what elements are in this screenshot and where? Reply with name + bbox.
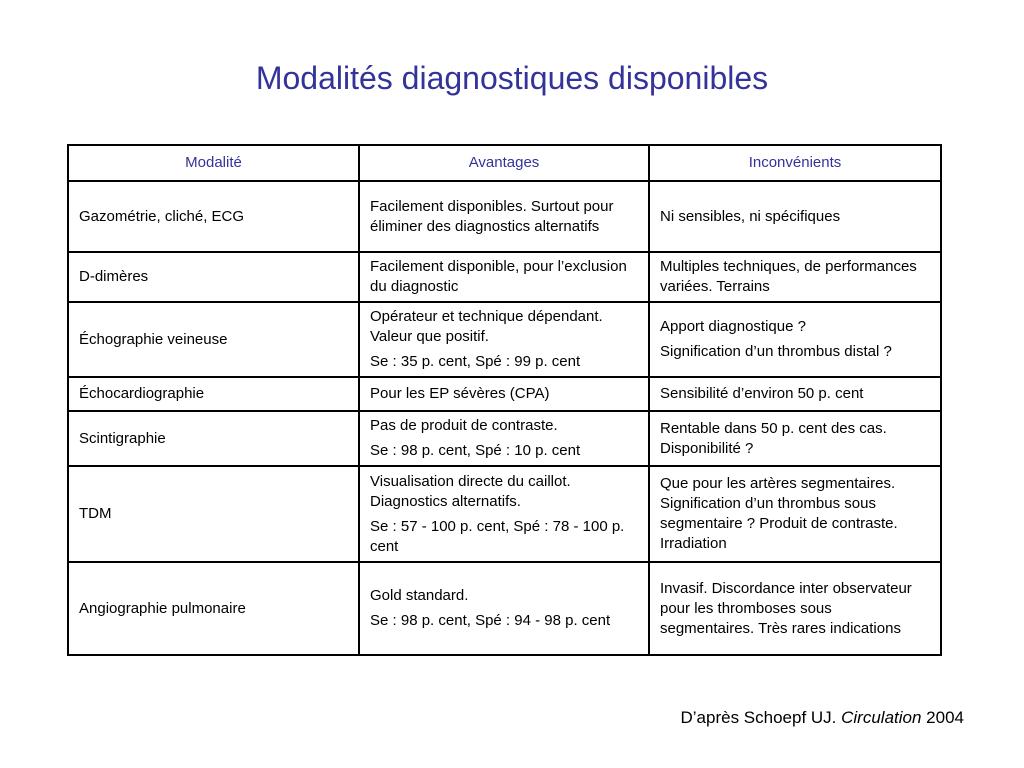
cell-inconvenients bbox=[649, 411, 941, 466]
header-inconvenients: Inconvénients bbox=[649, 145, 941, 181]
cell-text: Gold standard. bbox=[370, 587, 469, 604]
cell-inconvenients bbox=[649, 562, 941, 655]
cell-text: Opérateur et technique dépendant. Valeur que positif. bbox=[370, 308, 603, 345]
cell-modalite: TDM bbox=[68, 466, 359, 562]
header-modalite: Modalité bbox=[68, 145, 359, 181]
cell-modalite: Scintigraphie bbox=[68, 411, 359, 466]
cell-text: Signification d’un thrombus distal ? bbox=[660, 343, 892, 360]
cell-modalite: Échographie veineuse bbox=[68, 302, 359, 377]
table-row bbox=[68, 562, 941, 655]
cell-text: Facilement disponibles. Surtout pour éliminer des diagnostics alternatifs bbox=[370, 197, 614, 235]
cell-text: Ni sensibles, ni spécifiques bbox=[660, 207, 841, 225]
cell-text: Se : 35 p. cent, Spé : 99 p. cent bbox=[370, 353, 581, 370]
cell-inconvenients bbox=[649, 466, 941, 562]
cell-avantages bbox=[359, 302, 649, 377]
table-row bbox=[68, 411, 941, 466]
cell-inconvenients bbox=[649, 181, 941, 252]
cell-text: Visualisation directe du caillot. Diagnostics alternatifs. bbox=[370, 472, 571, 510]
cell-modalite: Échocardiographie bbox=[68, 377, 359, 411]
cell-text: Se : 98 p. cent, Spé : 10 p. cent bbox=[370, 442, 581, 459]
cell-avantages bbox=[359, 377, 649, 411]
table-header-row bbox=[68, 145, 941, 181]
cell-text: Multiples techniques, de performances variées. Terrains bbox=[660, 258, 917, 295]
citation-journal: Circulation bbox=[841, 708, 922, 727]
cell-inconvenients bbox=[649, 302, 941, 377]
cell-inconvenients bbox=[649, 377, 941, 411]
cell-text: Que pour les artères segmentaires. Signification d’un thrombus sous segmentaire ? Produit de contraste. Irradiation bbox=[660, 475, 898, 552]
cell-text: Invasif. Discordance inter observateur pour les thromboses sous segmentaires. Très rares indications bbox=[660, 579, 912, 637]
cell-avantages bbox=[359, 411, 649, 466]
cell-modalite: Gazométrie, cliché, ECG bbox=[68, 181, 359, 252]
table-row bbox=[68, 181, 941, 252]
cell-modalite: Angiographie pulmonaire bbox=[68, 562, 359, 655]
cell-avantages bbox=[359, 466, 649, 562]
cell-inconvenients bbox=[649, 252, 941, 302]
cell-avantages bbox=[359, 562, 649, 655]
cell-text: Pour les EP sévères (CPA) bbox=[370, 385, 550, 402]
table-row bbox=[68, 466, 941, 562]
comparison-table bbox=[67, 144, 942, 656]
slide-title: Modalités diagnostiques disponibles bbox=[255, 60, 769, 96]
header-avantages: Avantages bbox=[359, 145, 649, 181]
citation-year: 2004 bbox=[926, 708, 964, 727]
cell-text: Apport diagnostique ? bbox=[660, 318, 806, 335]
cell-text: Se : 98 p. cent, Spé : 94 - 98 p. cent bbox=[370, 612, 611, 629]
cell-text: Rentable dans 50 p. cent des cas. Disponibilité ? bbox=[660, 419, 887, 457]
table-row bbox=[68, 252, 941, 302]
cell-text: Facilement disponible, pour l’exclusion du diagnostic bbox=[370, 258, 627, 295]
cell-avantages bbox=[359, 252, 649, 302]
cell-text: Sensibilité d’environ 50 p. cent bbox=[660, 385, 864, 402]
cell-modalite: D-dimères bbox=[68, 252, 359, 302]
cell-text: Pas de produit de contraste. bbox=[370, 417, 558, 434]
cell-avantages bbox=[359, 181, 649, 252]
cell-text: Se : 57 - 100 p. cent, Spé : 78 - 100 p. cent bbox=[370, 517, 625, 555]
source-citation bbox=[680, 707, 964, 729]
citation-author: D’après Schoepf UJ. bbox=[680, 708, 837, 727]
table-row bbox=[68, 377, 941, 411]
table-row bbox=[68, 302, 941, 377]
